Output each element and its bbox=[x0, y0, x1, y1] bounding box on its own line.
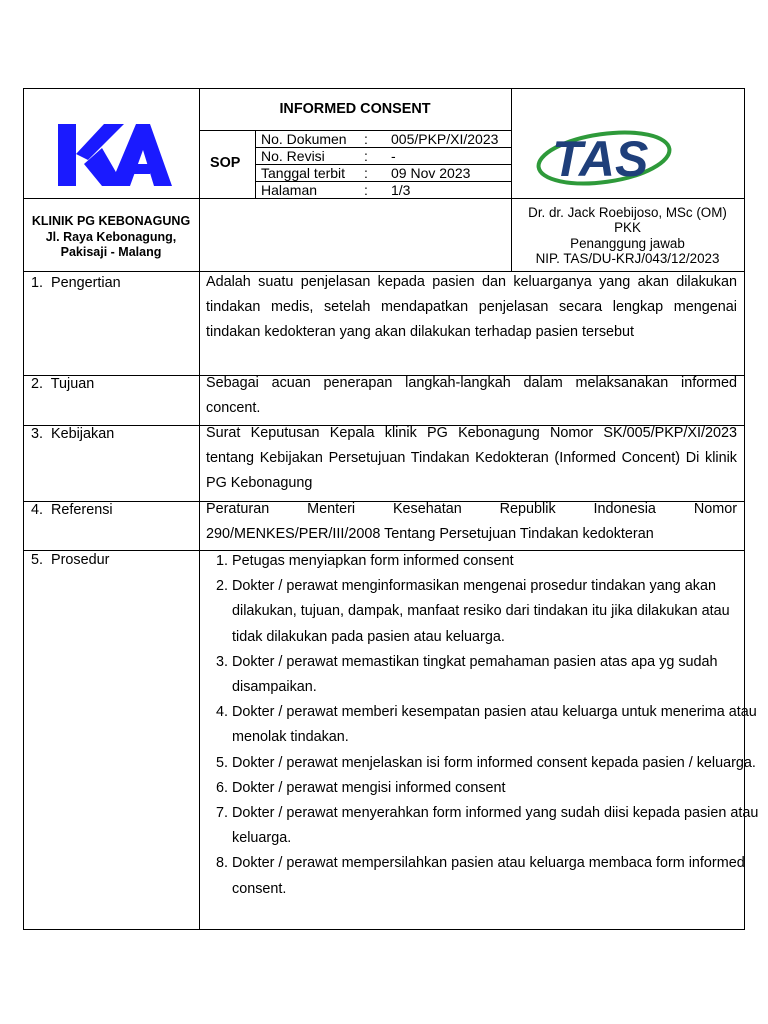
doc-field-label: No. Dokumen bbox=[261, 131, 347, 147]
document-title: INFORMED CONSENT bbox=[279, 101, 431, 117]
signatory-org: PKK bbox=[614, 220, 641, 235]
procedure-step: 4. Dokter / perawat memberi kesempatan pasien atau keluarga untuk menerima atau menolak tindakan. bbox=[232, 700, 762, 750]
procedure-step: 5. Dokter / perawat menjelaskan isi form informed consent kepada pasien / keluarga. bbox=[232, 751, 762, 776]
signatory-role: Penanggung jawab bbox=[570, 236, 685, 251]
doc-field-sep: : bbox=[364, 165, 368, 181]
procedure-list bbox=[206, 549, 762, 902]
column-divider-main bbox=[199, 88, 200, 930]
procedure-step: 2. Dokter / perawat menginformasikan mengenai prosedur tindakan yang akan dilakukan, tujuan, dampak, manfaat resiko dari tindakan itu jika dilakukan atau tidak dilakukan pada pasien atau keluarga. bbox=[232, 574, 762, 650]
doc-field-label: No. Revisi bbox=[261, 148, 325, 164]
signatory-name: Dr. dr. Jack Roebijoso, MSc (OM) bbox=[528, 205, 727, 220]
clinic-address-line1: Jl. Raya Kebonagung, bbox=[45, 230, 177, 244]
doc-field-label: Halaman bbox=[261, 182, 318, 198]
signatory-nip: NIP. TAS/DU-KRJ/043/12/2023 bbox=[535, 251, 720, 266]
doc-field-sep: : bbox=[364, 131, 368, 147]
clinic-address-line2: Pakisaji - Malang bbox=[60, 245, 162, 259]
table-border-bottom bbox=[23, 929, 745, 930]
section-text-kebijakan: Surat Keputusan Kepala klinik PG Kebonagung Nomor SK/005/PKP/XI/2023 tentang Kebijakan Persetujuan Tindakan Kedokteran (Informed Concent) Di klinik PG Kebonagung bbox=[206, 425, 737, 492]
clinic-logo bbox=[58, 120, 172, 186]
section-label-pengertian: 1. Pengertian bbox=[31, 275, 121, 291]
doc-field-value: - bbox=[391, 148, 396, 164]
procedure-step: 8. Dokter / perawat mempersilahkan pasien atau keluarga membaca form informed consent. bbox=[232, 851, 762, 901]
table-border-top bbox=[23, 88, 745, 89]
procedure-step: 7. Dokter / perawat menyerahkan form informed yang sudah diisi kepada pasien atau keluarga. bbox=[232, 801, 762, 851]
section-text-referensi-line1: Peraturan Menteri Kesehatan Republik Indonesia Nomor bbox=[206, 501, 737, 517]
doc-field-sep: : bbox=[364, 148, 368, 164]
section-label-referensi: 4. Referensi bbox=[31, 502, 113, 518]
doc-field-sep: : bbox=[364, 182, 368, 198]
doc-field-value: 1/3 bbox=[391, 182, 411, 198]
section-text-tujuan: Sebagai acuan penerapan langkah-langkah dalam melaksanakan informed concent. bbox=[206, 375, 737, 417]
section-label-kebijakan: 3. Kebijakan bbox=[31, 426, 115, 442]
doc-field-value: 09 Nov 2023 bbox=[391, 165, 471, 181]
doc-field-label: Tanggal terbit bbox=[261, 165, 346, 181]
doc-field-value: 005/PKP/XI/2023 bbox=[391, 131, 499, 147]
section-text-referensi-line2: 290/MENKES/PER/III/2008 Tentang Persetujuan Tindakan kedokteran bbox=[206, 526, 654, 542]
section-label-prosedur: 5. Prosedur bbox=[31, 552, 110, 568]
procedure-step: 3. Dokter / perawat memastikan tingkat pemahaman pasien atas apa yg sudah disampaikan. bbox=[232, 650, 762, 700]
header-divider-logo-row bbox=[23, 198, 745, 199]
sop-label: SOP bbox=[210, 155, 241, 171]
procedure-step: 6. Dokter / perawat mengisi informed consent bbox=[232, 776, 762, 801]
section-label-tujuan: 2. Tujuan bbox=[31, 376, 95, 392]
tas-logo bbox=[530, 118, 710, 198]
clinic-name: KLINIK PG KEBONAGUNG bbox=[31, 214, 191, 228]
svg-text:TAS: TAS bbox=[552, 131, 649, 187]
section-text-pengertian: Adalah suatu penjelasan kepada pasien dan keluarganya yang akan dilakukan tindakan medis, setelah mendapatkan penjelasan secara lengkap mengenai tindakan kedokteran yang akan dilakukan terhadap pasien tersebut bbox=[206, 274, 737, 341]
procedure-step: 1. Petugas menyiapkan form informed consent bbox=[232, 549, 762, 574]
